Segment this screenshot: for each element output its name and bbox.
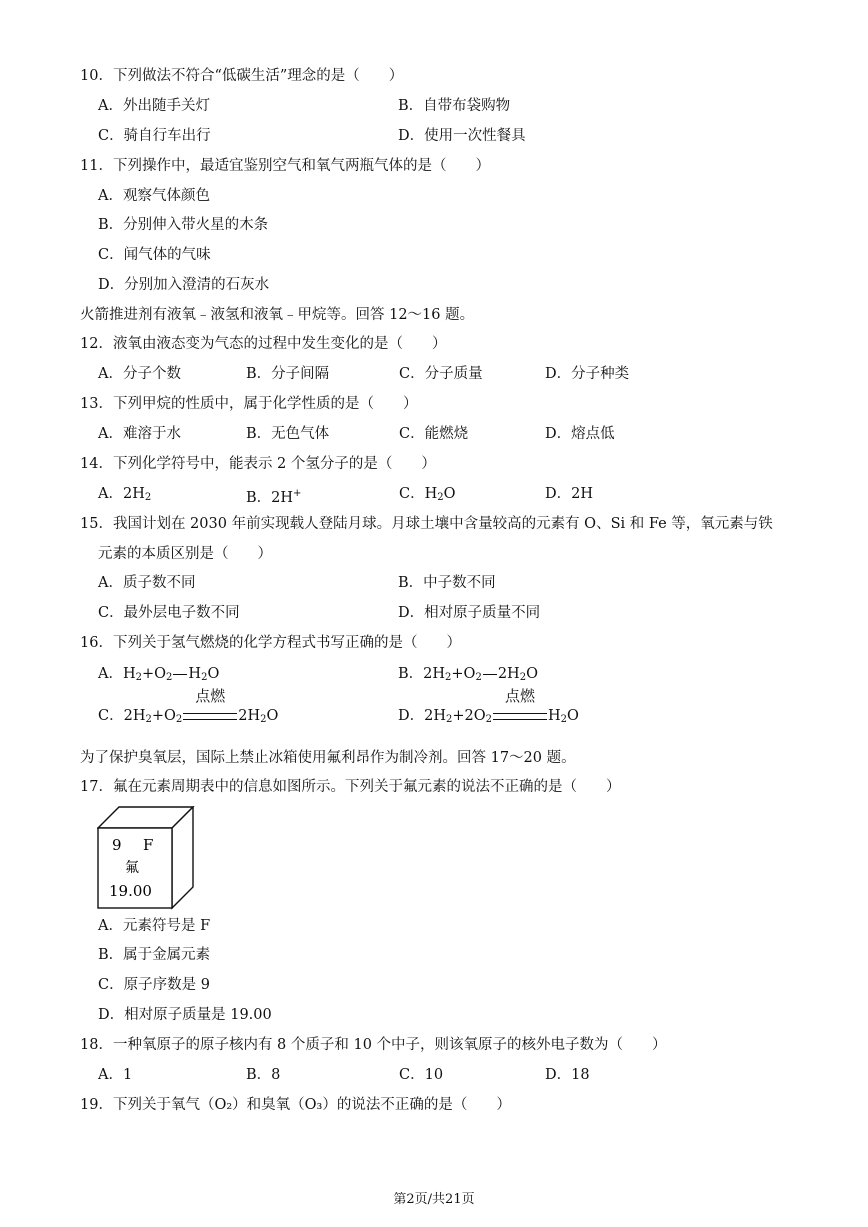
q17-option-a: A．元素符号是 F bbox=[98, 918, 211, 934]
q18-stem: 18．一种氧原子的原子核内有 8 个质子和 10 个中子，则该氧原子的核外电子数为（ ） bbox=[80, 1037, 667, 1053]
intro-12-16: 火箭推进剂有液氧﹣液氢和液氧﹣甲烷等。回答 12～16 题。 bbox=[80, 307, 475, 323]
fluorine-element-tile bbox=[97, 806, 195, 910]
q17-stem: 17．氟在元素周期表中的信息如图所示。下列关于氟元素的说法不正确的是（ ） bbox=[80, 779, 621, 795]
tile-element-name: 氟 bbox=[125, 860, 139, 876]
q15-option-b: B．中子数不同 bbox=[398, 575, 496, 591]
q12-option-a: A．分子个数 bbox=[98, 366, 181, 382]
q11-option-c: C．闻气体的气味 bbox=[98, 247, 211, 263]
q16-option-b: B．$2H_2+O_2$ $2H_2O$ bbox=[398, 666, 538, 683]
q18-option-c: C．10 bbox=[399, 1067, 444, 1083]
condition-label: 点燃 bbox=[505, 687, 536, 705]
q15-option-a: A．质子数不同 bbox=[98, 575, 196, 591]
tile-atomic-mass: 19.00 bbox=[109, 882, 152, 900]
q15-stem-line2: 元素的本质区别是（ ） bbox=[98, 546, 272, 562]
page-footer: 第2页/共21页 bbox=[393, 1192, 475, 1207]
q18-option-d: D．18 bbox=[545, 1067, 590, 1083]
q11-stem: 11．下列操作中，最适宜鉴别空气和氧气两瓶气体的是（ ） bbox=[80, 158, 490, 174]
q17-option-d: D．相对原子质量是 19.00 bbox=[98, 1007, 272, 1023]
q14-option-b: B．2H+ bbox=[246, 488, 302, 506]
q11-option-b: B．分别伸入带火星的木条 bbox=[98, 217, 269, 233]
q10-option-c: C．骑自行车出行 bbox=[98, 128, 211, 144]
q14-option-a: A．$2H_2$ bbox=[98, 486, 152, 503]
q17-option-b: B．属于金属元素 bbox=[98, 947, 211, 963]
q15-option-c: C．最外层电子数不同 bbox=[98, 605, 240, 621]
q13-option-d: D．熔点低 bbox=[545, 426, 615, 442]
q12-option-b: B．分子间隔 bbox=[246, 366, 330, 382]
q10-option-b: B．自带布袋购物 bbox=[398, 98, 511, 114]
q13-option-b: B．无色气体 bbox=[246, 426, 330, 442]
intro-17-20: 为了保护臭氧层，国际上禁止冰箱使用氟利昂作为制冷剂。回答 17～20 题。 bbox=[80, 750, 576, 766]
condition-label: 点燃 bbox=[195, 687, 226, 705]
q16-stem: 16．下列关于氢气燃烧的化学方程式书写正确的是（ ） bbox=[80, 635, 461, 651]
tile-symbol: F bbox=[143, 836, 154, 854]
q11-option-d: D．分别加入澄清的石灰水 bbox=[98, 277, 270, 293]
q12-option-c: C．分子质量 bbox=[399, 366, 483, 382]
q13-stem: 13．下列甲烷的性质中，属于化学性质的是（ ） bbox=[80, 396, 418, 412]
q16-option-a: A．$H_2+O_2$ $H_2O$ bbox=[98, 666, 220, 683]
q12-option-d: D．分子种类 bbox=[545, 366, 630, 382]
q16-option-d: D．$2H_2+2O_2$ 点燃 $H_2O$ bbox=[398, 687, 579, 725]
q13-option-c: C．能燃烧 bbox=[399, 426, 469, 442]
tile-atomic-number: 9 bbox=[112, 836, 122, 854]
q15-option-d: D．相对原子质量不同 bbox=[398, 605, 541, 621]
q13-option-a: A．难溶于水 bbox=[98, 426, 181, 442]
q16-option-c: C．$2H_2+O_2$ 点燃 $2H_2O$ bbox=[98, 687, 279, 725]
q14-option-c: C．$H_2O$ bbox=[399, 486, 456, 503]
q18-option-a: A．1 bbox=[98, 1067, 133, 1083]
q14-stem: 14．下列化学符号中，能表示 2 个氢分子的是（ ） bbox=[80, 456, 436, 472]
q11-option-a: A．观察气体颜色 bbox=[98, 188, 210, 204]
q17-option-c: C．原子序数是 9 bbox=[98, 977, 210, 993]
q12-stem: 12．液氧由液态变为气态的过程中发生变化的是（ ） bbox=[80, 336, 447, 352]
q19-stem: 19．下列关于氧气（O₂）和臭氧（O₃）的说法不正确的是（ ） bbox=[80, 1097, 511, 1113]
q10-option-a: A．外出随手关灯 bbox=[98, 98, 210, 114]
q14-option-d: D．2H bbox=[545, 486, 593, 502]
q10-stem: 10．下列做法不符合“低碳生活”理念的是（ ） bbox=[80, 68, 404, 84]
q15-stem-line1: 15．我国计划在 2030 年前实现载人登陆月球。月球土壤中含量较高的元素有 O、Si 和 Fe 等，氧元素与铁 bbox=[80, 516, 773, 532]
q10-option-d: D．使用一次性餐具 bbox=[398, 128, 526, 144]
q18-option-b: B．8 bbox=[246, 1067, 281, 1083]
